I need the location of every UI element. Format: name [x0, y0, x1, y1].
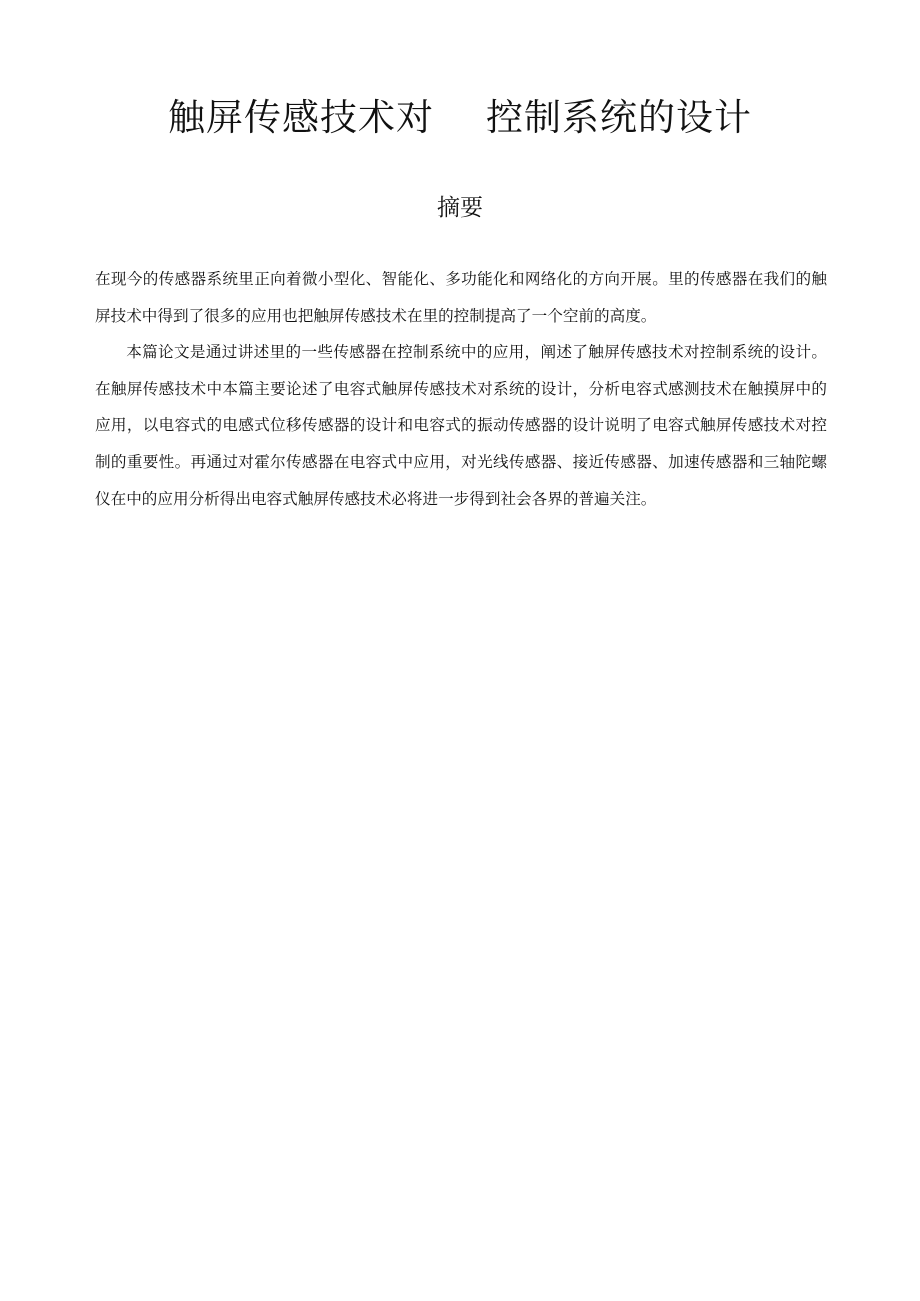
abstract-paragraph-2: 本篇论文是通过讲述里的一些传感器在控制系统中的应用，阐述了触屏传感技术对控制系统的设计。在触屏传感技术中本篇主要论述了电容式触屏传感技术对系统的设计，分析电容式感测技术在触摸屏中的应用，以电容式的电感式位移传感器的设计和电容式的振动传感器的设计说明了电容式触屏传感技术对控制的重要性。再通过对霍尔传感器在电容式中应用，对光线传感器、接近传感器、加速传感器和三轴陀螺仪在中的应用分析得出电容式触屏传感技术必将进一步得到社会各界的普遍关注。 — [95, 343, 827, 508]
title-part-1: 触屏传感技术对 — [168, 96, 434, 139]
abstract-body — [95, 261, 827, 517]
abstract-heading: 摘要 — [437, 195, 483, 221]
title-part-2: 控制系统的设计 — [486, 96, 752, 139]
document-title — [0, 92, 920, 144]
abstract-paragraph-1: 在现今的传感器系统里正向着微小型化、智能化、多功能化和网络化的方向开展。里的传感器在我们的触屏技术中得到了很多的应用也把触屏传感技术在里的控制提高了一个空前的高度。 — [95, 270, 827, 325]
